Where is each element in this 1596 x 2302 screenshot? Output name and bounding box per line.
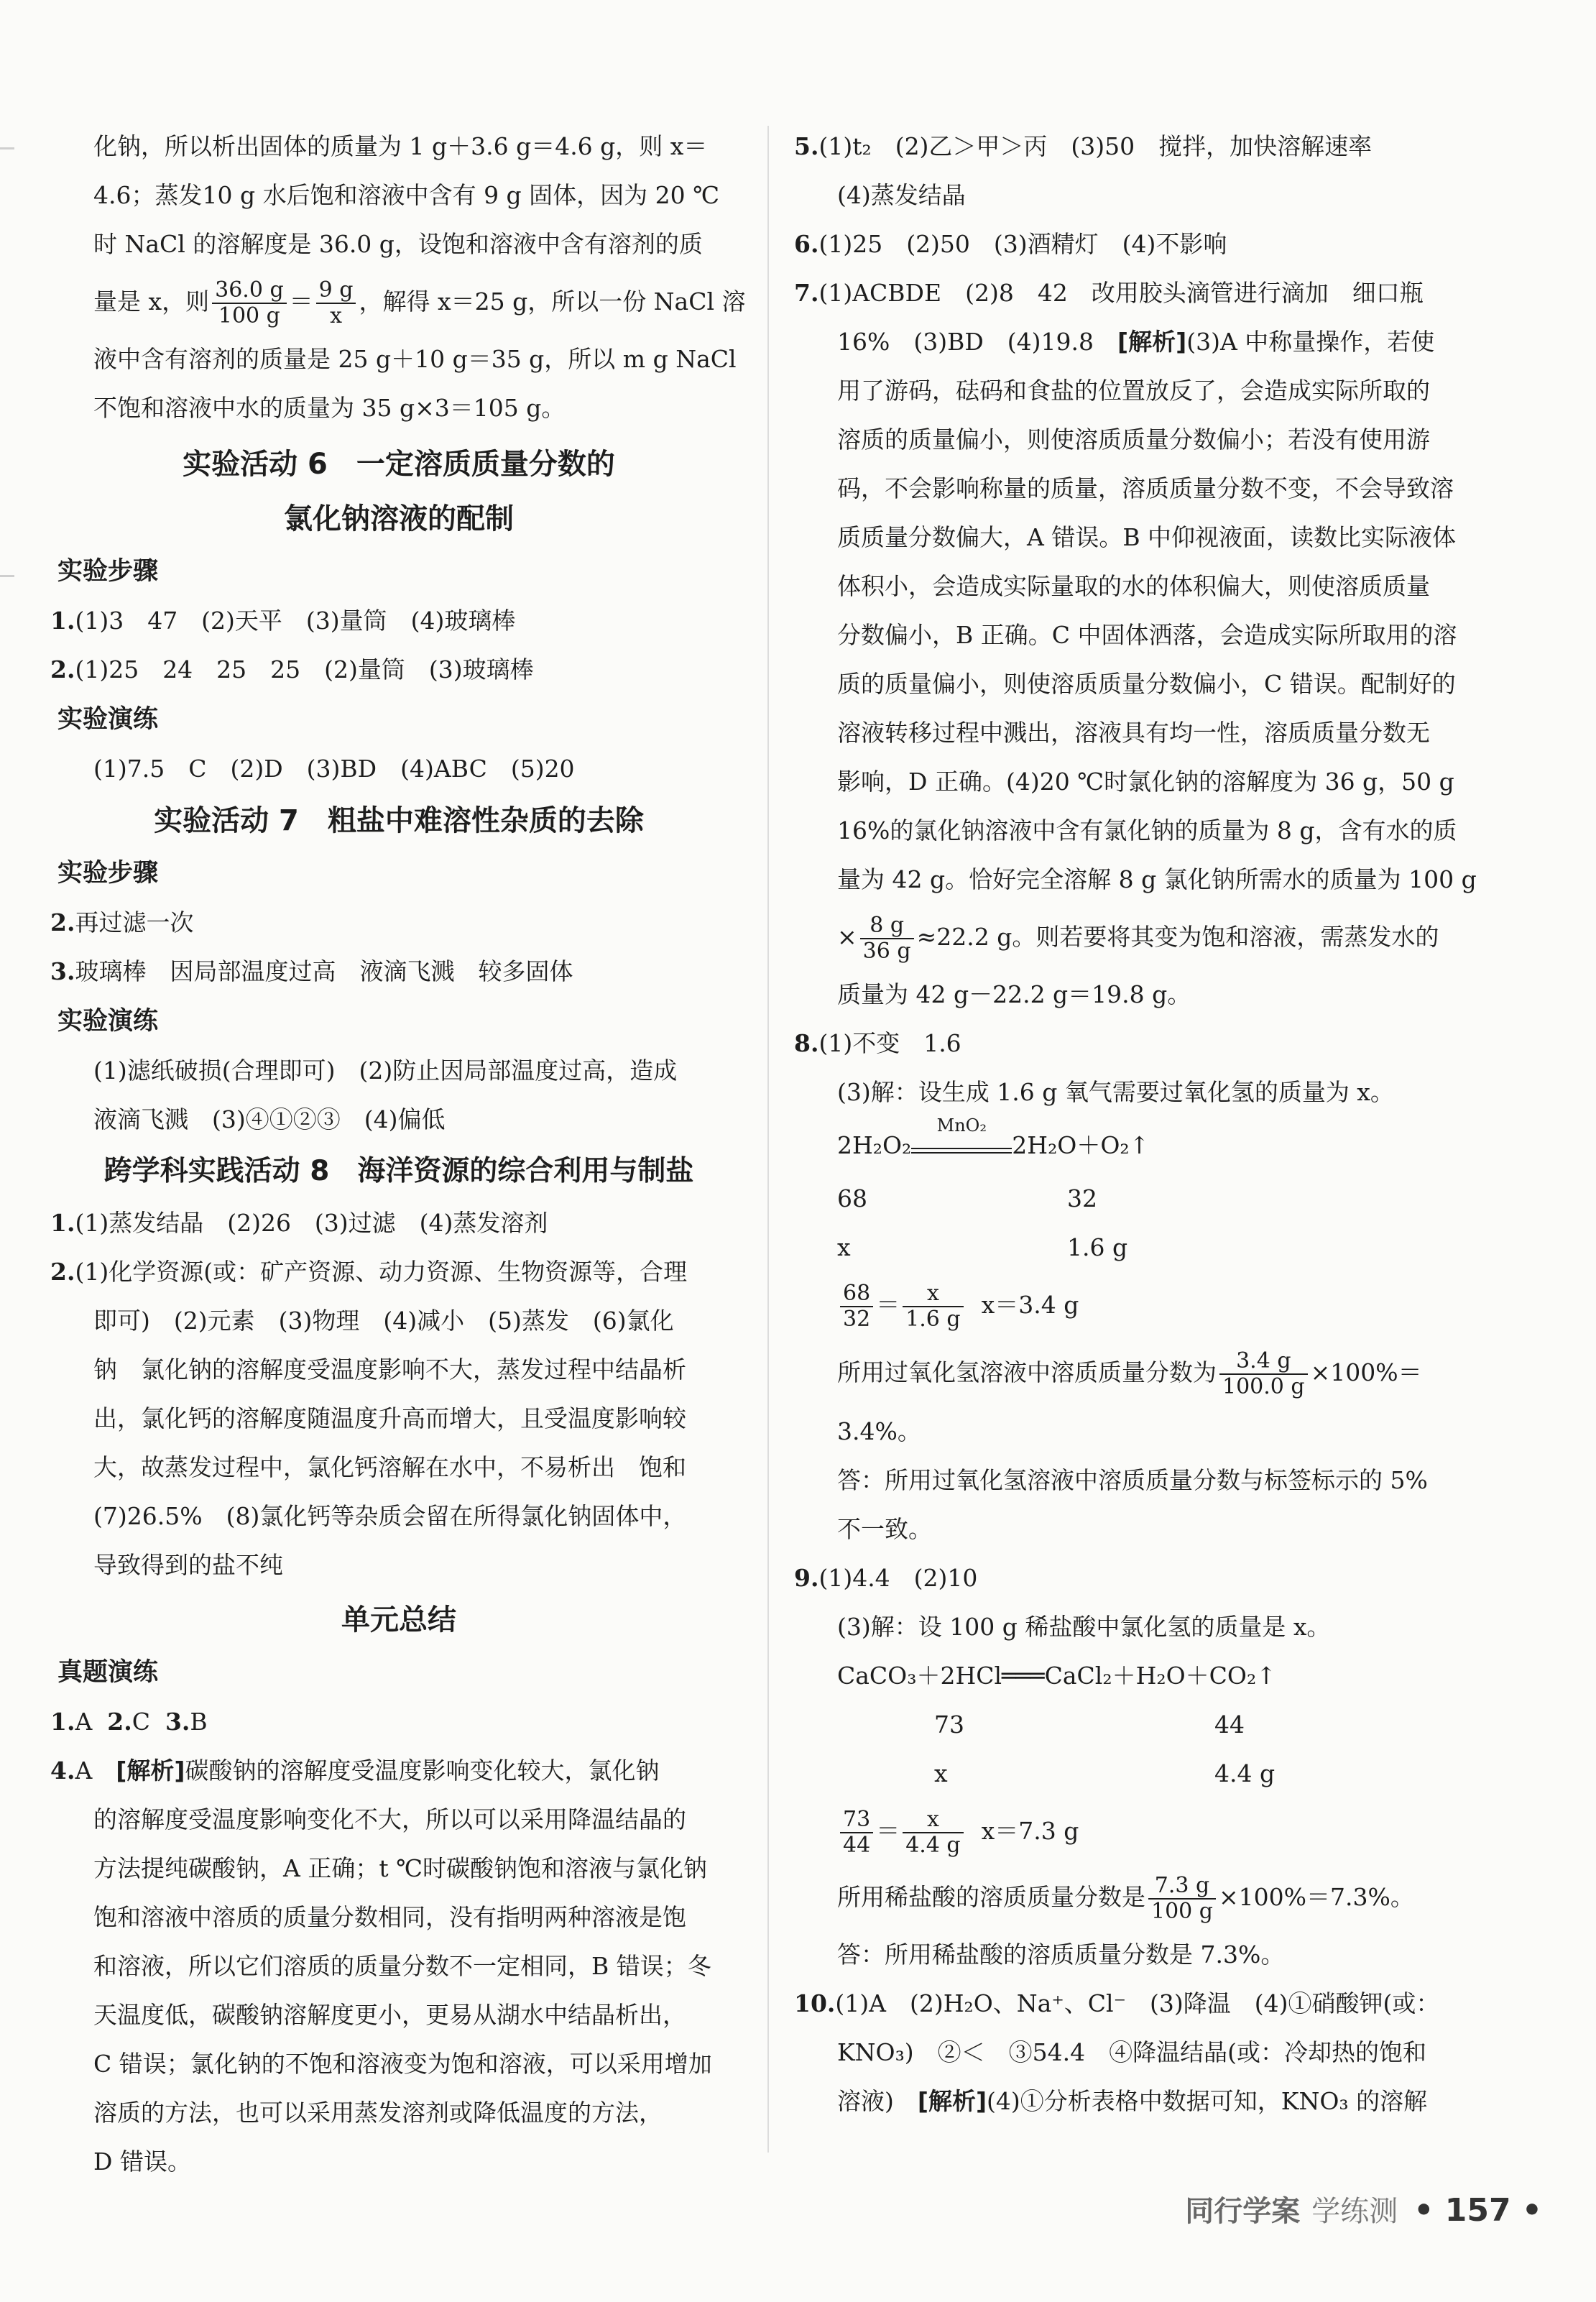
- text-line: 4.6；蒸发10 g 水后饱和溶液中含有 9 g 固体，因为 20 ℃: [93, 181, 720, 209]
- answer-text: 玻璃棒 因局部温度过高 液滴飞溅 较多固体: [75, 957, 573, 985]
- right-column: [794, 122, 1541, 2126]
- text: 量是 x，则: [93, 287, 210, 316]
- answer-line: [50, 1248, 747, 1297]
- text: ≈22.2 g。则若要将其变为饱和溶液，需蒸发水的: [916, 923, 1439, 951]
- text-line: 溶液转移过程中溅出，溶液具有均一性，溶质质量分数无: [837, 719, 1430, 747]
- text-line: 质质量分数偏大，A 错误。B 中仰视液面，读数比实际液体: [837, 523, 1457, 551]
- answer-text: (3)A 中称量操作，若使: [1186, 328, 1435, 356]
- answer-line: 液滴飞溅 (3)④①②③ (4)偏低: [93, 1105, 446, 1133]
- fraction-line: [794, 904, 1541, 970]
- question-number: 4.: [50, 1757, 75, 1785]
- denominator: 100.0 g: [1222, 1374, 1305, 1399]
- reaction-arrow: [911, 1115, 1012, 1154]
- numerator: 9 g: [316, 278, 356, 305]
- answer-line: [50, 1746, 747, 1795]
- fraction: [860, 913, 914, 964]
- answer-text: (1)蒸发结晶 (2)26 (3)过滤 (4)蒸发溶剂: [75, 1209, 548, 1237]
- answer-line: [794, 318, 1541, 367]
- section-title: 实验活动 6 一定溶质质量分数的: [183, 448, 615, 481]
- text-line: (3)解：设 100 g 稀盐酸中氯化氢的质量是 x。: [837, 1613, 1331, 1641]
- page-footer: [1185, 2188, 1542, 2229]
- text-line: 质量为 42 g－22.2 g＝19.8 g。: [837, 980, 1191, 1008]
- question-number: 10.: [794, 1989, 836, 2017]
- text-line: (7)26.5% (8)氯化钙等杂质会留在所得氯化钠固体中，: [93, 1502, 687, 1530]
- ratio-row: [794, 1700, 1541, 1749]
- answer-text: (1)不变 1.6: [818, 1029, 961, 1057]
- denominator: 100 g: [1151, 1899, 1214, 1924]
- answer-line: [794, 2077, 1541, 2126]
- text: ，解得 x＝25 g，所以一份 NaCl 溶: [359, 287, 746, 316]
- ratio-row: [794, 1749, 1541, 1798]
- value: x: [837, 1233, 851, 1261]
- answer-line: [50, 1199, 747, 1248]
- answer-text: 再过滤一次: [75, 908, 194, 936]
- ratio-row: [794, 1174, 1541, 1223]
- question-number: 1.: [50, 607, 75, 635]
- question-number: 7.: [794, 279, 819, 307]
- denominator: 100 g: [218, 303, 280, 328]
- text-line: D 错误。: [93, 2147, 191, 2176]
- answer-text: (1)25 (2)50 (3)酒精灯 (4)不影响: [818, 230, 1227, 258]
- section-title: 跨学科实践活动 8 海洋资源的综合利用与制盐: [103, 1155, 694, 1187]
- text-line: (4)蒸发结晶: [837, 181, 966, 209]
- text-line: 质的质量偏小，则使溶质质量分数偏小，C 错误。配制好的: [837, 670, 1456, 698]
- fraction: [840, 1808, 873, 1859]
- answer-text: C: [132, 1708, 150, 1736]
- text-line: 钠 氯化钠的溶解度受温度影响不大，蒸发过程中结晶析: [93, 1355, 686, 1383]
- result: x＝3.4 g: [981, 1291, 1079, 1319]
- fraction: [316, 278, 356, 329]
- fraction: [903, 1281, 963, 1332]
- text-line: 不一致。: [837, 1515, 932, 1543]
- text-line: 量为 42 g。恰好完全溶解 8 g 氯化钠所需水的质量为 100 g: [837, 865, 1477, 893]
- text-line: 的溶解度受温度影响变化不大，所以可以采用降温结晶的: [93, 1805, 686, 1833]
- brand-name: 同行学案: [1185, 2195, 1301, 2228]
- value: 73: [934, 1711, 964, 1739]
- question-number: 2.: [107, 1708, 132, 1736]
- text-line: C 错误；氯化钠的不饱和溶液变为饱和溶液，可以采用增加: [93, 2050, 712, 2078]
- answer-line: [794, 220, 1541, 269]
- fraction-line: [794, 1864, 1541, 1930]
- section-title: 单元总结: [341, 1603, 456, 1636]
- equals: ＝: [876, 1817, 900, 1845]
- numerator: 73: [840, 1808, 873, 1834]
- binding-mark: [0, 147, 14, 149]
- answer-text: (4)①分析表格中数据可知，KNO₃ 的溶解: [987, 2087, 1428, 2115]
- page-number: • 157 •: [1413, 2192, 1542, 2229]
- answer-line: [50, 947, 747, 996]
- text-line: 天温度低，碳酸钠溶解度更小，更易从湖水中结晶析出，: [93, 2001, 686, 2029]
- ratio-row: [794, 1223, 1541, 1272]
- subsection-label: 实验演练: [57, 1007, 159, 1036]
- text-line: 即可) (2)元素 (3)物理 (4)减小 (5)蒸发 (6)氯化: [93, 1307, 674, 1335]
- answer-text: (1)3 47 (2)天平 (3)量筒 (4)玻璃棒: [75, 607, 516, 635]
- text: ×100%＝7.3%。: [1219, 1883, 1414, 1911]
- denominator: 44: [843, 1833, 871, 1858]
- analysis-tag: [解析]: [1117, 328, 1187, 356]
- binding-mark: [0, 575, 14, 577]
- question-number: 2.: [50, 1258, 75, 1286]
- answer-text: 碳酸钠的溶解度受温度影响变化较大，氯化钠: [185, 1757, 660, 1785]
- text-line: 不饱和溶液中水的质量为 35 g×3＝105 g。: [93, 394, 566, 422]
- numerator: 3.4 g: [1219, 1349, 1308, 1376]
- text: 所用过氧化氢溶液中溶质质量分数为: [837, 1358, 1217, 1386]
- value: 44: [1214, 1711, 1245, 1739]
- question-number: 1.: [50, 1708, 75, 1736]
- catalyst-label: MnO₂: [936, 1115, 987, 1136]
- proportion-line: [794, 1798, 1541, 1864]
- text: 所用稀盐酸的溶质质量分数是: [837, 1883, 1145, 1911]
- text-line: 分数偏小，B 正确。C 中固体洒落，会造成实际所取用的溶: [837, 621, 1457, 649]
- text-line: 时 NaCl 的溶解度是 36.0 g，设饱和溶液中含有溶剂的质: [93, 230, 703, 258]
- numerator: x: [903, 1281, 963, 1308]
- question-number: 5.: [794, 132, 819, 160]
- text-line: 用了游码，砝码和食盐的位置放反了，会造成实际所取的: [837, 377, 1430, 405]
- text-line: 答：所用过氧化氢溶液中溶质质量分数与标签标示的 5%: [837, 1466, 1428, 1494]
- numerator: 68: [840, 1281, 873, 1308]
- answer-line: [50, 898, 747, 947]
- answer-text: (1)4.4 (2)10: [818, 1564, 978, 1592]
- text: ×100%＝: [1310, 1358, 1422, 1386]
- numerator: 36.0 g: [212, 278, 287, 305]
- answer-line: (1)滤纸破损(合理即可) (2)防止因局部温度过高，造成: [93, 1056, 678, 1085]
- answer-line: (1)7.5 C (2)D (3)BD (4)ABC (5)20: [93, 755, 575, 783]
- equals: ＝: [876, 1291, 900, 1319]
- section-title: 实验活动 7 粗盐中难溶性杂质的去除: [154, 804, 644, 837]
- proportion-line: [794, 1272, 1541, 1338]
- answer-text: A: [75, 1708, 93, 1736]
- value: 4.4 g: [1214, 1759, 1276, 1787]
- text-line: 导致得到的盐不纯: [93, 1551, 283, 1579]
- answer-line: [794, 1554, 1541, 1603]
- numerator: x: [903, 1808, 963, 1834]
- subsection-label: 实验演练: [57, 705, 159, 734]
- subsection-label: 实验步骤: [57, 557, 159, 586]
- fraction: [212, 278, 287, 329]
- value: 1.6 g: [1067, 1233, 1128, 1261]
- value: 32: [1067, 1184, 1097, 1212]
- question-number: 9.: [794, 1564, 819, 1592]
- fraction-line: [50, 269, 747, 335]
- text-line: 体积小，会造成实际量取的水的体积偏大，则使溶质质量: [837, 572, 1430, 600]
- text-line: 饱和溶液中溶质的质量分数相同，没有指明两种溶液是饱: [93, 1903, 686, 1931]
- analysis-tag: [解析]: [917, 2087, 987, 2115]
- denominator: 32: [843, 1307, 871, 1332]
- answer-text: (1)25 24 25 25 (2)量筒 (3)玻璃棒: [75, 655, 534, 683]
- question-number: 8.: [794, 1029, 819, 1057]
- denominator: 36 g: [862, 939, 911, 964]
- text-line: 3.4%。: [837, 1417, 921, 1445]
- text-line: 答：所用稀盐酸的溶质质量分数是 7.3%。: [837, 1940, 1285, 1969]
- text-line: 方法提纯碳酸钠，A 正确；t ℃时碳酸钠饱和溶液与氯化钠: [93, 1854, 707, 1882]
- text-line: 出，氯化钙的溶解度随温度升高而增大，且受温度影响较: [93, 1404, 686, 1432]
- answer-text: B: [190, 1708, 208, 1736]
- denominator: 4.4 g: [905, 1833, 961, 1858]
- answer-text: 16% (3)BD (4)19.8: [837, 328, 1118, 356]
- answer-line: [50, 1698, 747, 1746]
- question-number: 2.: [50, 655, 75, 683]
- denominator: 1.6 g: [905, 1307, 961, 1332]
- text-line: 影响，D 正确。(4)20 ℃时氯化钠的溶解度为 36 g，50 g: [837, 768, 1454, 796]
- text-line: 码，不会影响称量的质量，溶质质量分数不变，不会导致溶: [837, 474, 1454, 502]
- text-line: 液中含有溶剂的质量是 25 g＋10 g＝35 g，所以 m g NaCl: [93, 345, 737, 373]
- answer-line: [794, 269, 1541, 318]
- value: x: [934, 1759, 948, 1787]
- product: 2H₂O＋O₂↑: [1012, 1131, 1150, 1159]
- double-line: [911, 1148, 1012, 1154]
- question-number: 3.: [50, 957, 75, 985]
- chemical-equation: [794, 1117, 1541, 1174]
- result: x＝7.3 g: [981, 1817, 1079, 1845]
- chemical-equation: CaCO₃＋2HCl═══CaCl₂＋H₂O＋CO₂↑: [837, 1662, 1276, 1690]
- fraction: [903, 1808, 963, 1859]
- reactant: 2H₂O₂: [837, 1131, 912, 1159]
- answer-line: [794, 1019, 1541, 1068]
- question-number: 6.: [794, 230, 819, 258]
- fraction: [1148, 1874, 1216, 1925]
- question-number: 1.: [50, 1209, 75, 1237]
- fraction-line: [794, 1338, 1541, 1407]
- answer-text: (1)化学资源(或：矿产资源、动力资源、生物资源等，合理: [75, 1258, 688, 1286]
- answer-text: (1)t₂ (2)乙＞甲＞丙 (3)50 搅拌，加快溶解速率: [818, 132, 1373, 160]
- denominator: x: [330, 303, 343, 328]
- text-line: 溶质的方法，也可以采用蒸发溶剂或降低温度的方法，: [93, 2099, 663, 2127]
- answer-line: [50, 597, 747, 645]
- text-line: 16%的氯化钠溶液中含有氯化钠的质量为 8 g，含有水的质: [837, 816, 1457, 844]
- subsection-label: 实验步骤: [57, 859, 159, 888]
- series-name: 学练测: [1311, 2195, 1398, 2228]
- section-title: 氯化钠溶液的配制: [284, 502, 514, 535]
- fraction: [1219, 1349, 1308, 1400]
- text-line: 溶质的质量偏小，则使溶质质量分数偏小；若没有使用游: [837, 425, 1430, 454]
- answer-text: 溶液): [837, 2087, 918, 2115]
- subsection-label: 真题演练: [57, 1658, 159, 1687]
- column-divider: [767, 126, 769, 2153]
- answer-line: [794, 1979, 1541, 2028]
- question-number: 3.: [165, 1708, 190, 1736]
- equals: ＝: [289, 287, 313, 316]
- text-line: 化钠，所以析出固体的质量为 1 g＋3.6 g＝4.6 g，则 x＝: [93, 132, 708, 160]
- answer-text: (1)ACBDE (2)8 42 改用胶头滴管进行滴加 细口瓶: [818, 279, 1424, 307]
- answer-line: [50, 645, 747, 694]
- left-column: [50, 122, 747, 2186]
- answer-text: (1)A (2)H₂O、Na⁺、Cl⁻ (3)降温 (4)①硝酸钾(或：: [835, 1989, 1440, 2017]
- text: ×: [837, 923, 857, 951]
- text-line: (3)解：设生成 1.6 g 氧气需要过氧化氢的质量为 x。: [837, 1078, 1394, 1106]
- analysis-tag: [解析]: [116, 1757, 185, 1785]
- text-line: KNO₃) ②＜ ③54.4 ④降温结晶(或：冷却热的饱和: [837, 2038, 1427, 2066]
- answer-text: A: [75, 1757, 116, 1785]
- fraction: [840, 1281, 873, 1332]
- text-line: 和溶液，所以它们溶质的质量分数不一定相同，B 错误；冬: [93, 1952, 711, 1980]
- text-line: 大，故蒸发过程中，氯化钙溶解在水中，不易析出 饱和: [93, 1453, 686, 1481]
- numerator: 7.3 g: [1148, 1874, 1216, 1900]
- value: 68: [837, 1184, 867, 1212]
- question-number: 2.: [50, 908, 75, 936]
- answer-line: [794, 122, 1541, 171]
- numerator: 8 g: [860, 913, 914, 940]
